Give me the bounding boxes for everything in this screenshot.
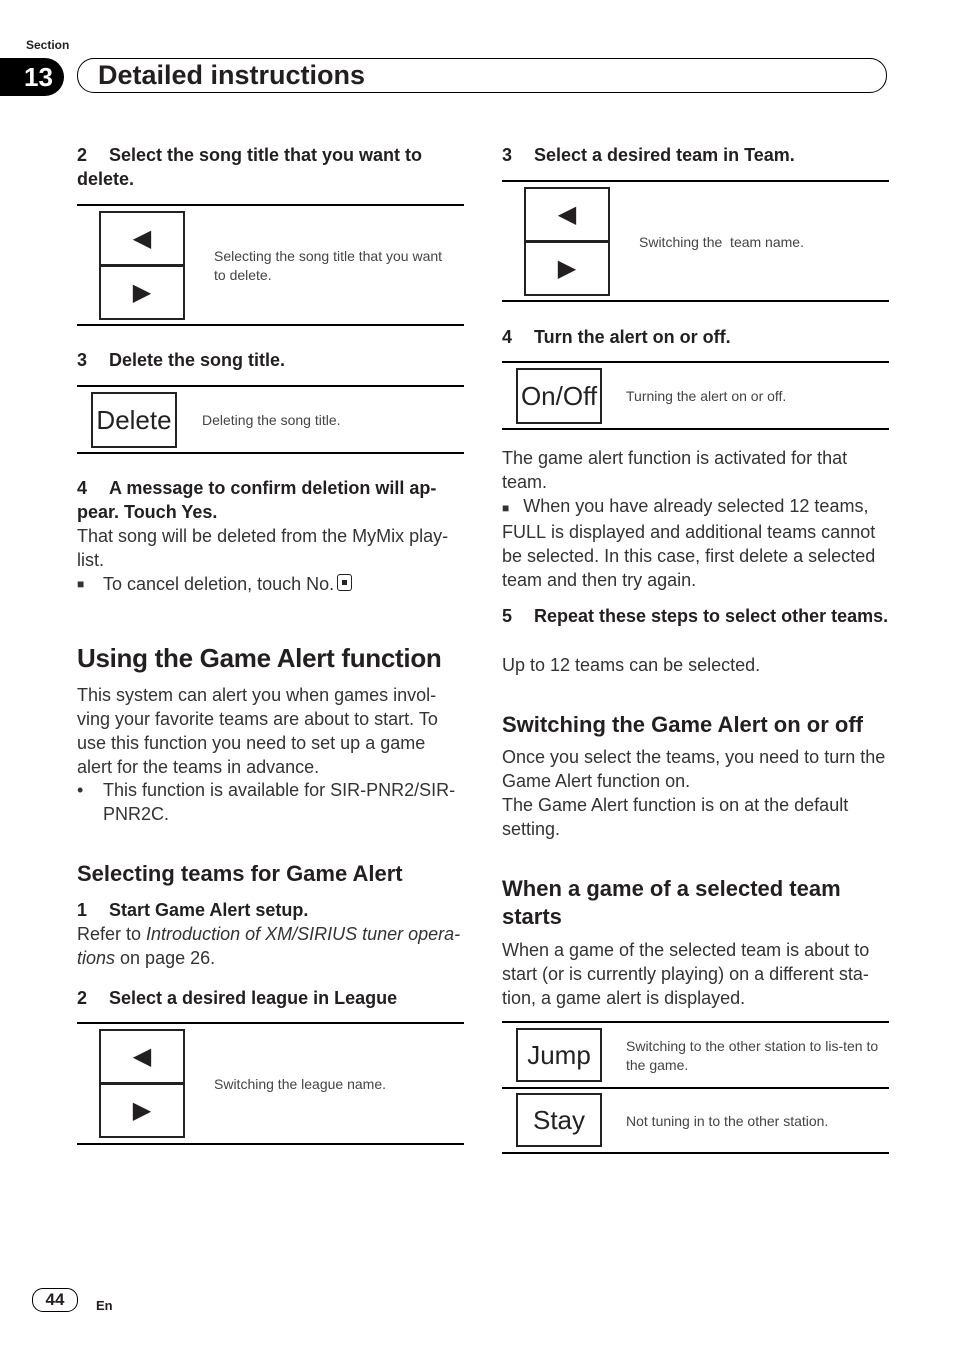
full-note	[502, 494, 892, 592]
description: Turning the alert on or off.	[626, 388, 787, 404]
on-off-button[interactable]: On/Off	[516, 368, 602, 424]
right-arrow-icon: ▶	[132, 279, 152, 306]
step-text: Start Game Alert setup.	[109, 900, 309, 920]
right-arrow-icon: ▶	[132, 1097, 152, 1124]
switching-body: Once you select the teams, you need to turn the Game Alert function on.	[502, 747, 886, 791]
body-text: on page 26.	[115, 948, 216, 968]
step-1-heading	[77, 898, 308, 922]
stay-row	[502, 1087, 889, 1152]
step-5-body: Up to 12 teams can be selected.	[502, 655, 761, 675]
arrow-buttons	[99, 1029, 185, 1138]
step-1-body	[77, 922, 467, 970]
cancel-note	[77, 572, 467, 596]
step-number: 4	[77, 478, 88, 498]
note-text: To cancel deletion, touch	[103, 574, 307, 594]
step-4-alert-heading	[502, 325, 731, 349]
next-button[interactable]	[526, 240, 608, 294]
arrow-buttons	[99, 211, 185, 320]
on-off-table	[502, 361, 889, 430]
previous-button[interactable]	[101, 213, 183, 264]
step-4-heading	[77, 476, 467, 524]
left-arrow-icon: ◀	[557, 201, 577, 228]
previous-button[interactable]	[101, 1031, 183, 1082]
description: Deleting the song title.	[202, 412, 341, 428]
step-2-league-heading	[77, 986, 397, 1010]
step-number: 1	[77, 900, 88, 920]
step-text: Repeat these steps to select other teams.	[534, 606, 889, 626]
bullet-icon: ■	[77, 577, 85, 591]
description: Selecting the song title that you want to delete.	[214, 248, 443, 283]
switching-body-2: The Game Alert function is on at the default setting.	[502, 795, 849, 839]
jump-button[interactable]: Jump	[516, 1028, 602, 1082]
step-number: 2	[77, 988, 88, 1008]
language-label: En	[96, 1298, 113, 1313]
switching-heading: Switching the Game Alert on or off	[502, 712, 863, 737]
step-text: Select a desired team in Team.	[534, 145, 795, 165]
stay-button[interactable]: Stay	[516, 1093, 602, 1147]
next-button[interactable]	[101, 264, 183, 318]
step-5-heading	[502, 604, 892, 628]
game-alert-body: This system can alert you when games invol-ving your favorite teams are about to start. To use this function you need to set up a game alert for the teams in advance.	[77, 685, 438, 777]
step-3-heading	[77, 348, 285, 372]
jump-stay-table	[502, 1021, 889, 1154]
delete-button[interactable]: Delete	[91, 392, 177, 448]
right-arrow-icon: ▶	[557, 255, 577, 282]
delete-table	[77, 385, 464, 454]
alert-activated-text: The game alert function is activated for that team.	[502, 448, 848, 492]
game-alert-note	[77, 778, 465, 826]
step-number: 4	[502, 327, 513, 347]
game-alert-heading: Using the Game Alert function	[77, 643, 442, 673]
select-song-table	[77, 204, 464, 326]
description: Switching to the other station to lis-ten to the game.	[626, 1038, 879, 1073]
arrow-buttons	[524, 187, 610, 296]
step-number: 3	[502, 145, 513, 165]
jump-row	[502, 1023, 889, 1087]
step-text: Select a desired league in League	[109, 988, 398, 1008]
bullet-icon: ■	[502, 501, 510, 515]
step-4-body: That song will be deleted from the MyMix play-list.	[77, 526, 449, 570]
when-game-body: When a game of the selected team is about to start (or is currently playing) on a different sta-tion, a game alert is displayed.	[502, 940, 870, 1008]
end-mark-icon	[337, 574, 352, 591]
description: Switching the league name.	[214, 1076, 386, 1092]
selecting-teams-heading: Selecting teams for Game Alert	[77, 861, 403, 886]
section-label: Section	[26, 38, 70, 52]
step-text: A message to confirm deletion will ap-pear. Touch Yes.	[77, 478, 437, 522]
step-text: Select the song title that you want to delete.	[77, 145, 423, 189]
step-2-heading	[77, 143, 467, 191]
step-text: Delete the song title.	[109, 350, 286, 370]
section-title: Detailed instructions	[77, 58, 887, 93]
page-number: 44	[32, 1288, 78, 1312]
previous-button[interactable]	[526, 189, 608, 240]
step-number: 2	[77, 145, 88, 165]
description: Switching the team name.	[639, 234, 804, 250]
step-number: 3	[77, 350, 88, 370]
when-game-heading: When a game of a selected team starts	[502, 876, 841, 929]
step-3-team-heading	[502, 143, 795, 167]
left-arrow-icon: ◀	[132, 225, 152, 252]
next-button[interactable]	[101, 1082, 183, 1136]
section-number: 13	[0, 58, 64, 96]
reference-link[interactable]: Introduction of XM/SIRIUS tuner opera-tions	[77, 924, 461, 968]
no-label: No	[306, 574, 330, 594]
description: Not tuning in to the other station.	[626, 1113, 829, 1129]
note-text: This function is available for SIR-PNR2/SIR-PNR2C.	[103, 780, 456, 824]
full-label: FULL	[502, 522, 547, 542]
step-number: 5	[502, 606, 513, 626]
body-text: Refer to	[77, 924, 147, 944]
note-text: When you have already selected 12 teams,	[523, 496, 869, 516]
league-table	[77, 1022, 464, 1145]
team-table	[502, 180, 889, 302]
note-text: is displayed and additional teams cannot be selected. In this case, first delete a selected team and then try again.	[502, 522, 876, 590]
bullet-icon: •	[77, 780, 84, 800]
left-arrow-icon: ◀	[132, 1043, 152, 1070]
note-text: .	[329, 574, 335, 594]
step-text: Turn the alert on or off.	[534, 327, 731, 347]
